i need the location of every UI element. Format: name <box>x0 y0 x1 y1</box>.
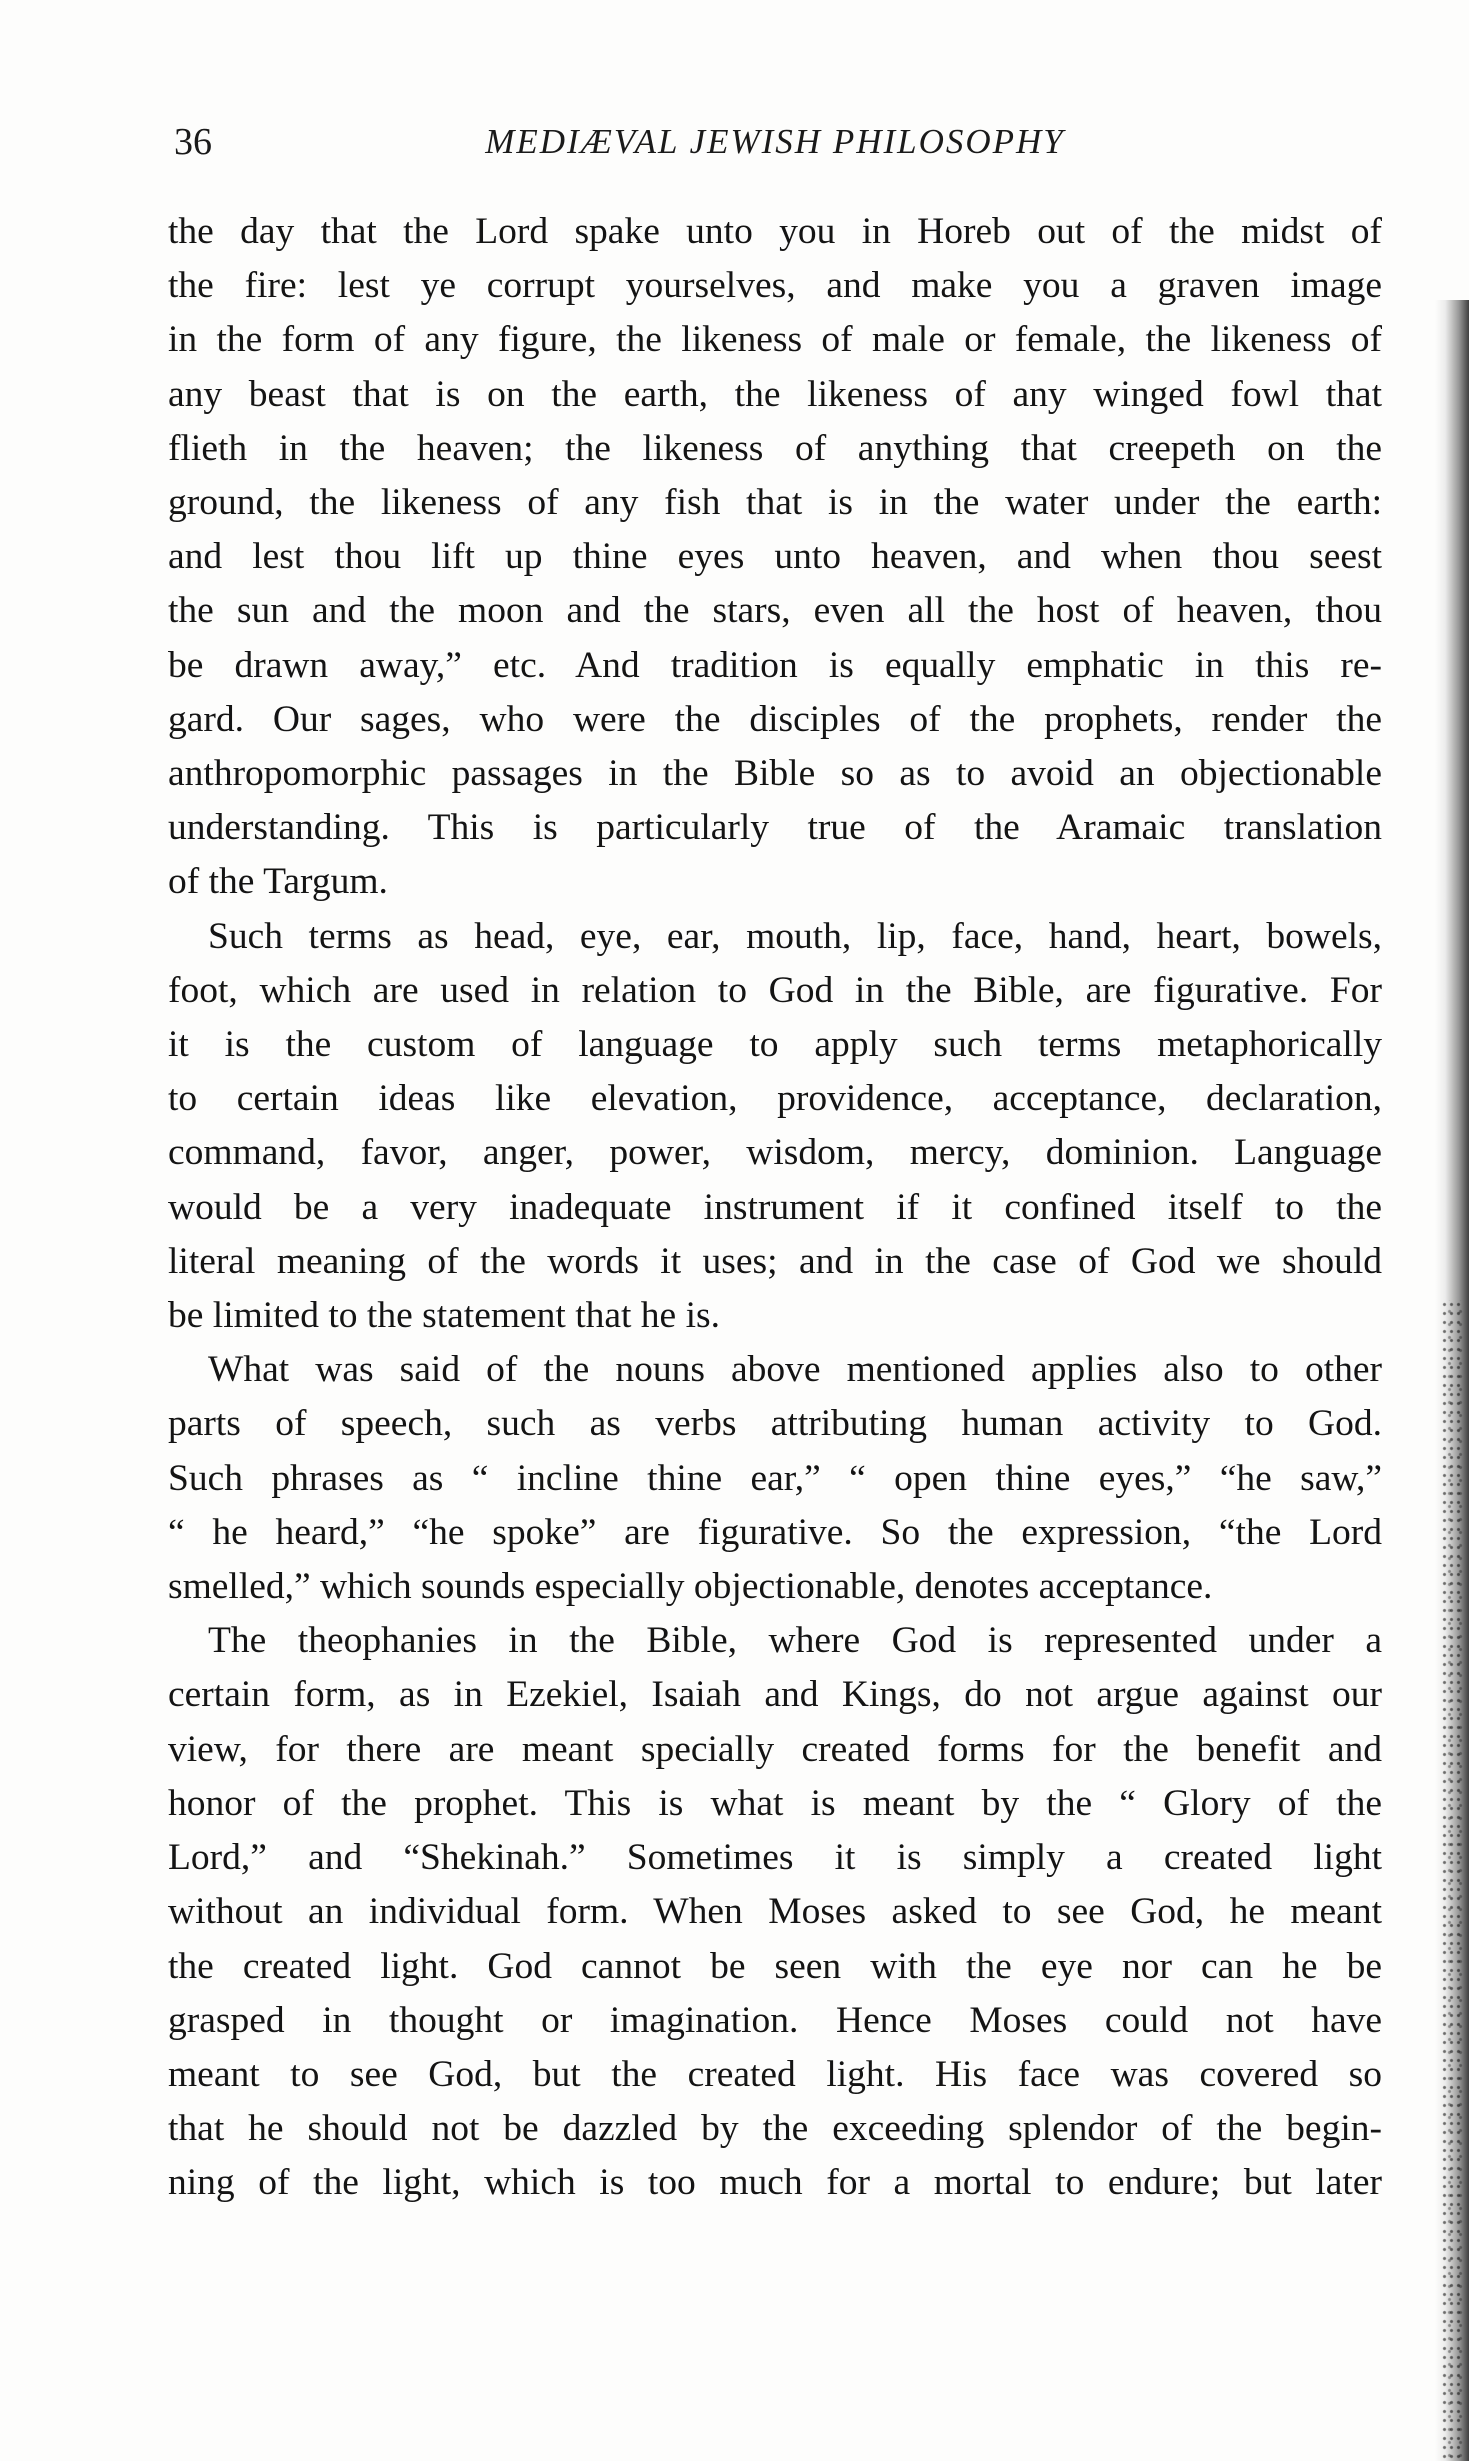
text-line: anthropomorphic passages in the Bible so as to avoid an objectionable <box>168 753 1382 795</box>
text-line: honor of the prophet. This is what is meant by the “ Glory of the <box>168 1782 1382 1824</box>
running-title: MEDIÆVAL JEWISH PHILOSOPHY <box>485 122 1065 161</box>
text-line: ground, the likeness of any fish that is in the water under the earth: <box>168 482 1382 524</box>
text-line: to certain ideas like elevation, providence, acceptance, declaration, <box>168 1078 1382 1120</box>
text-line: “ he heard,” “he spoke” are figurative. So the expression, “the Lord <box>168 1511 1382 1553</box>
text-line: command, favor, anger, power, wisdom, mercy, dominion. Language <box>168 1132 1382 1174</box>
paragraph-4 <box>168 1614 1382 2210</box>
page-header <box>168 112 1382 172</box>
page-number: 36 <box>174 121 212 163</box>
text-line: and lest thou lift up thine eyes unto heaven, and when thou seest <box>168 536 1382 578</box>
text-line: the day that the Lord spake unto you in Horeb out of the midst of <box>168 211 1382 252</box>
text-line: Such terms as head, eye, ear, mouth, lip, face, hand, heart, bowels, <box>208 915 1382 957</box>
text-line: view, for there are meant specially created forms for the benefit and <box>168 1728 1382 1770</box>
text-line: Such phrases as “ incline thine ear,” “ open thine eyes,” “he saw,” <box>168 1457 1382 1499</box>
text-line: ning of the light, which is too much for a mortal to endure; but later <box>168 2162 1382 2204</box>
paragraph-3 <box>168 1343 1382 1614</box>
text-line: that he should not be dazzled by the exceeding splendor of the begin- <box>168 2108 1382 2150</box>
text-line: of the Targum. <box>168 861 388 903</box>
text-line: The theophanies in the Bible, where God is represented under a <box>208 1620 1382 1662</box>
text-line: literal meaning of the words it uses; and in the case of God we should <box>168 1240 1382 1282</box>
text-line: grasped in thought or imagination. Hence Moses could not have <box>168 1999 1382 2041</box>
text-line: understanding. This is particularly true of the Aramaic translation <box>168 807 1382 849</box>
text-line: it is the custom of language to apply such terms metaphorically <box>168 1024 1382 1066</box>
text-line: Lord,” and “Shekinah.” Sometimes it is simply a created light <box>168 1837 1382 1879</box>
text-line: flieth in the heaven; the likeness of anything that creepeth on the <box>168 427 1382 469</box>
body-text <box>168 205 1382 2211</box>
text-line: certain form, as in Ezekiel, Isaiah and Kings, do not argue against our <box>168 1674 1382 1716</box>
text-line: meant to see God, but the created light. His face was covered so <box>168 2053 1382 2095</box>
text-line: foot, which are used in relation to God in the Bible, are figurative. For <box>168 969 1382 1011</box>
text-line: be limited to the statement that he is. <box>168 1295 720 1337</box>
text-line: the created light. God cannot be seen with the eye nor can he be <box>168 1945 1382 1987</box>
page-edge-speckle <box>1441 1300 1463 2461</box>
text-line: parts of speech, such as verbs attributing human activity to God. <box>168 1403 1382 1445</box>
text-line: the fire: lest ye corrupt yourselves, and make you a graven image <box>168 265 1382 307</box>
text-line: smelled,” which sounds especially objectionable, denotes acceptance. <box>168 1566 1213 1608</box>
text-line: any beast that is on the earth, the likeness of any winged fowl that <box>168 373 1382 415</box>
text-line: would be a very inadequate instrument if it confined itself to the <box>168 1186 1382 1228</box>
text-line: without an individual form. When Moses asked to see God, he meant <box>168 1891 1382 1933</box>
text-line: What was said of the nouns above mentioned applies also to other <box>208 1349 1382 1391</box>
text-line: the sun and the moon and the stars, even all the host of heaven, thou <box>168 590 1382 632</box>
paragraph-2 <box>168 910 1382 1344</box>
paragraph-1 <box>168 205 1382 910</box>
text-line: gard. Our sages, who were the disciples of the prophets, render the <box>168 698 1382 740</box>
text-line: in the form of any figure, the likeness of male or female, the likeness of <box>168 319 1382 361</box>
text-line: be drawn away,” etc. And tradition is equally emphatic in this re- <box>168 644 1382 686</box>
